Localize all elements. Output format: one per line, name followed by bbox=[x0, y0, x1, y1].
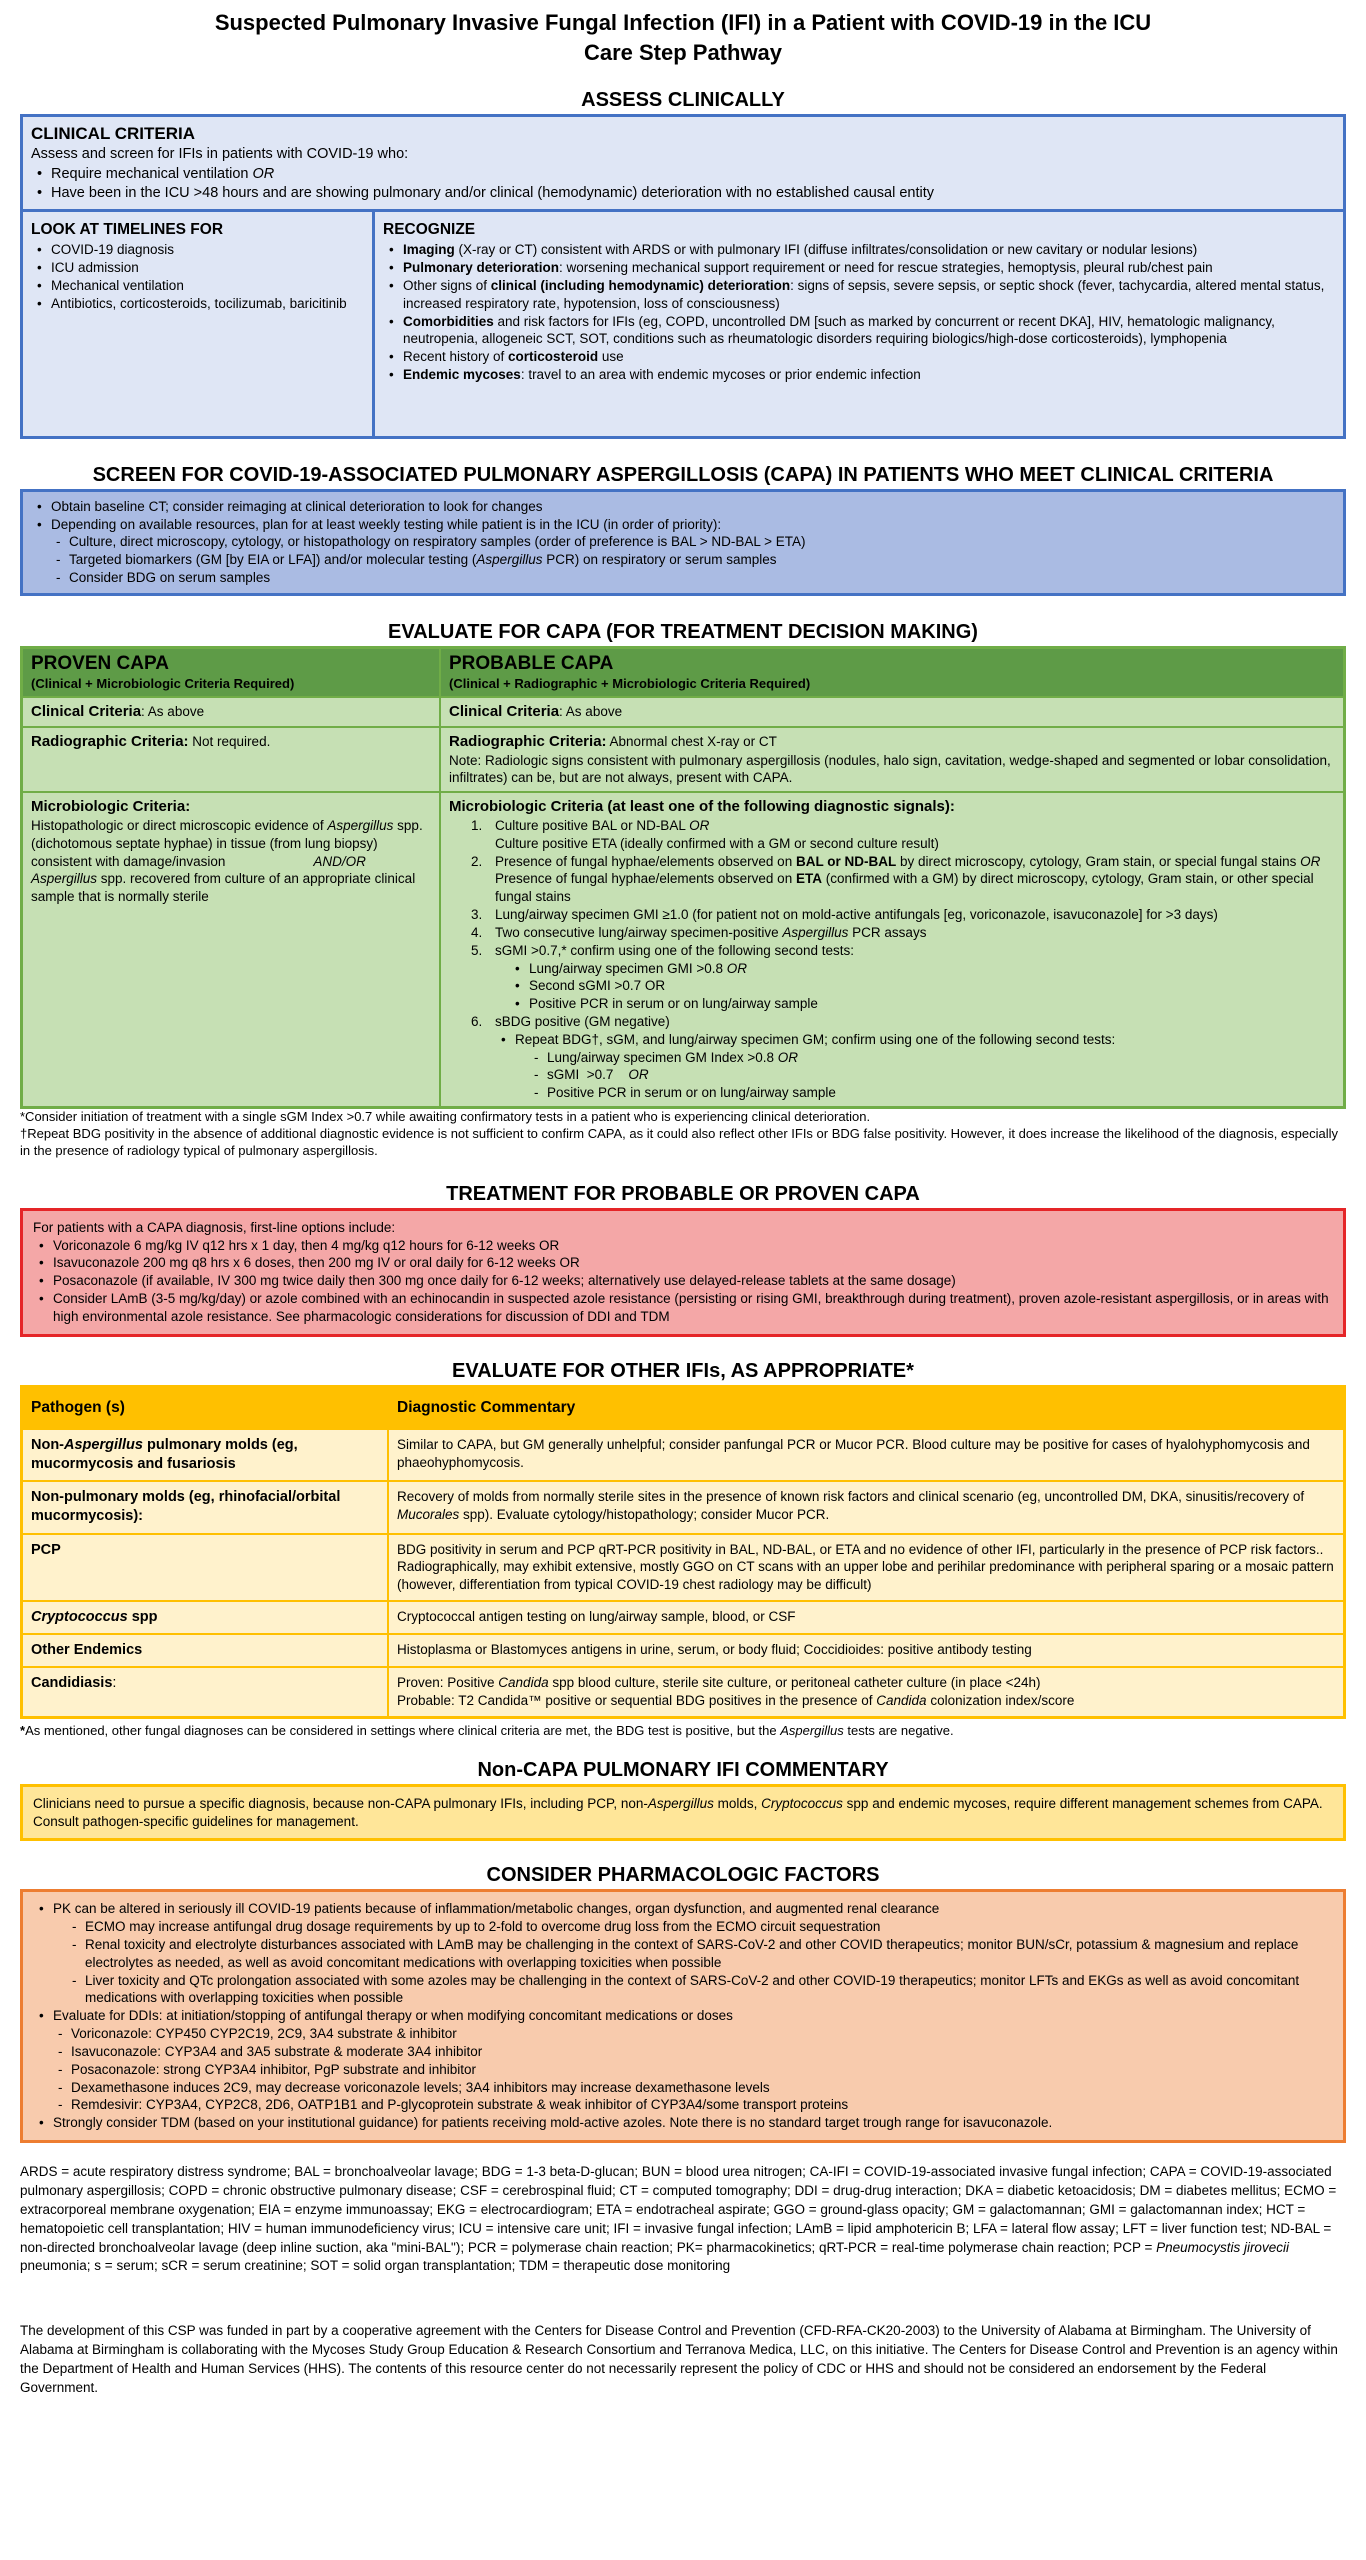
pharm-box bbox=[20, 1889, 1346, 2143]
capa-radiographic-row: Radiographic Criteria: Not required. Radiographic Criteria: Abnormal chest X-ray or CT Note: Radiologic signs consistent with pulmonary aspergillosis (nodules, halo sign, cavitation, wedge-shaped and segmented or lobar consolidation, infiltrates) can be, but are not always, present with CAPA. bbox=[23, 728, 1343, 793]
list-item: - Remdesivir: CYP3A4, CYP2C8, 2D6, OATP1B1 and P-glycoprotein substrate & weak inhibitor of CYP3A4/some transport proteins bbox=[53, 2096, 1333, 2114]
table-row: PCP BDG positivity in serum and PCP qRT-PCR positivity in BAL, ND-BAL, or ETA and no evidence of other IFI, particularly in the presence of PCP risk factors.. Radiographically, may exhibit extensive, mostly GGO on CT scans with an upper lobe and perihilar predominance with peripheral sparing or a mosaic pattern (however, differentiation from typical COVID-19 chest radiology may be difficult) bbox=[23, 1535, 1343, 1602]
pharm-heading: CONSIDER PHARMACOLOGIC FACTORS bbox=[486, 1864, 880, 1887]
list-item: • Pulmonary deterioration: worsening mechanical support requirement or need for rescue strategies, hemoptysis, pleural rub/chest pain bbox=[383, 259, 1335, 277]
list-item: • Strongly consider TDM (based on your institutional guidance) for patients receiving mold-active azoles. Note there is no standard target trough range for isavuconazole. bbox=[33, 2114, 1333, 2132]
capa-table bbox=[20, 646, 1346, 1109]
list-item: • Second sGMI >0.7 OR bbox=[509, 977, 1335, 995]
footnote-dagger: †Repeat BDG positivity in the absence of additional diagnostic evidence is not sufficient to confirm CAPA, as it could also reflect other IFIs or BDG false positivity. However, it does increase the likelihood of the diagnosis, especially in the presence of radiology typical of pulmonary aspergillosis. bbox=[20, 1125, 1339, 1158]
list-item: • Require mechanical ventilation OR bbox=[31, 165, 1335, 184]
list-item: - Isavuconazole: CYP3A4 and 3A5 substrate & moderate 3A4 inhibitor bbox=[53, 2043, 1333, 2061]
list-item: 2. Presence of fungal hyphae/elements observed on BAL or ND-BAL by direct microscopy, cytology, Gram stain, or special fungal stains OR Presence of fungal hyphae/elements observed on ETA (confirmed with a GM) by direct microscopy, cytology, Gram stain, or other special fungal stains bbox=[471, 853, 1321, 905]
timelines-list bbox=[31, 241, 364, 312]
list-item: - sGMI >0.7 OR bbox=[529, 1066, 1335, 1084]
recognize-title: RECOGNIZE bbox=[383, 220, 476, 238]
capa-heading: EVALUATE FOR CAPA (FOR TREATMENT DECISION MAKING) bbox=[388, 620, 978, 643]
list-item: • Obtain baseline CT; consider reimaging at clinical deterioration to look for changes bbox=[31, 498, 1335, 516]
list-item: • COVID-19 diagnosis bbox=[31, 241, 364, 259]
capa-clinical-row: Clinical Criteria: As above Clinical Criteria: As above bbox=[23, 698, 1343, 728]
assess-heading: ASSESS CLINICALLY bbox=[581, 89, 785, 111]
list-item: - Lung/airway specimen GM Index >0.8 OR bbox=[529, 1049, 1335, 1067]
list-item: - Targeted biomarkers (GM [by EIA or LFA]) and/or molecular testing (Aspergillus PCR) on respiratory or serum samples bbox=[51, 551, 1335, 569]
document-title bbox=[20, 8, 1346, 68]
list-item: • Positive PCR in serum or on lung/airway sample bbox=[509, 995, 1335, 1013]
list-item: • Comorbidities and risk factors for IFIs (eg, COPD, uncontrolled DM [such as marked by concurrent or recent DKA], HIV, hematologic malignancy, neutropenia, allogeneic SCT, SOT, conditions such as rheumatologic disorders requiring biologics/high-dose corticosteroids), lymphopenia bbox=[383, 313, 1335, 349]
list-item: 4. Two consecutive lung/airway specimen-positive Aspergillus PCR assays bbox=[471, 924, 927, 940]
list-item: • Endemic mycoses: travel to an area with endemic mycoses or prior endemic infection bbox=[383, 366, 1335, 384]
noncapa-heading: Non-CAPA PULMONARY IFI COMMENTARY bbox=[477, 1758, 889, 1781]
list-item: • Repeat BDG†, sGM, and lung/airway specimen GM; confirm using one of the following second tests: - Lung/airway specimen GM Index >0.8 OR - sGMI >0.7 OR - Positive PCR in serum or on lung/airway sample bbox=[495, 1031, 1335, 1102]
noncapa-box: Clinicians need to pursue a specific diagnosis, because non-CAPA pulmonary IFIs, including PCP, non-Aspergillus molds, Cryptococcus spp and endemic mycoses, require different management schemes from CAPA. Consult pathogen-specific guidelines for management. bbox=[20, 1784, 1346, 1842]
list-item: • Mechanical ventilation bbox=[31, 277, 364, 295]
other-ifi-heading: EVALUATE FOR OTHER IFIs, AS APPROPRIATE* bbox=[452, 1359, 914, 1382]
title-line-2: Care Step Pathway bbox=[583, 40, 783, 65]
footnote-asterisk: *Consider initiation of treatment with a single sGM Index >0.7 while awaiting confirmatory tests in a patient who is experiencing clinical deterioration. bbox=[20, 1109, 871, 1125]
table-row: Non-Aspergillus pulmonary molds (eg, mucormycosis and fusariosis Similar to CAPA, but GM generally unhelpful; consider panfungal PCR or Mucor PCR. Blood culture may be positive for cases of hyalohyphomycosis and phaeohyphomycosis. bbox=[23, 1430, 1343, 1482]
clinical-criteria-list bbox=[31, 165, 1335, 203]
table-header-row bbox=[23, 1388, 1343, 1430]
title-line-1: Suspected Pulmonary Invasive Fungal Infection (IFI) in a Patient with COVID-19 in the ICU bbox=[214, 10, 1152, 35]
recognize-list bbox=[383, 241, 1335, 384]
list-item: • Antibiotics, corticosteroids, tocilizumab, baricitinib bbox=[31, 295, 364, 313]
col-commentary: Diagnostic Commentary bbox=[397, 1398, 576, 1416]
clinical-criteria-title: CLINICAL CRITERIA bbox=[31, 124, 196, 143]
capa-microbiologic-row: Microbiologic Criteria: Histopathologic or direct microscopic evidence of Aspergillus spp. (dichotomous septate hyphae) in tissue (from lung biopsy) consistent with damage/invasion AND/OR Aspergillus spp. recovered from culture of an appropriate clinical sample that is normally sterile Microbiologic Criteria (at least one of the following diagnostic signals): 1. Culture positive BAL or ND-BAL OR Culture positive ETA (ideally confirmed with a GM or second culture result) 2. Presence of fungal hyphae/elements observed on BAL or ND-BAL by direct microscopy, cytology, Gram stain, or special fungal stains OR Presence of fungal hyphae/elements observed on ETA (confirmed with a GM) by direct microscopy, cytology, Gram stain, or other special fungal stains 3. Lung/airway specimen GMI ≥1.0 (for patient not on mold-active antifungals [eg, voriconazole, isavuconazole] for >3 days) 4. Two consecutive lung/airway specimen-positive Aspergillus PCR assays 5. sGMI >0.7,* confirm using one of the following second tests: • Lung/airway specimen GMI >0.8 OR • Second sGMI >0.7 OR • Positive PCR in serum or on lung/airway sample 6. sBDG positive (GM negative) • Repeat BDG†, sGM, and lung/airway specimen GM; confirm using one of the following second tests: - Lung/airway specimen GM Index >0.8 OR - sGMI >0.7 OR - Positive PCR in serum or on lung/airway sample bbox=[23, 793, 1343, 1106]
other-ifi-footnote: *As mentioned, other fungal diagnoses can be considered in settings where clinical criteria are met, the BDG test is positive, but the Aspergillus tests are negative. bbox=[20, 1722, 954, 1738]
list-item: - Dexamethasone induces 2C9, may decrease voriconazole levels; 3A4 inhibitors may increase dexamethasone levels bbox=[53, 2079, 1333, 2097]
screen-heading: SCREEN FOR COVID-19-ASSOCIATED PULMONARY ASPERGILLOSIS (CAPA) IN PATIENTS WHO MEET CLINICAL CRITERIA bbox=[92, 463, 1274, 486]
list-item: - Consider BDG on serum samples bbox=[51, 569, 1335, 587]
list-item: • Lung/airway specimen GMI >0.8 OR bbox=[509, 960, 1335, 978]
table-row: Cryptococcus spp Cryptococcal antigen testing on lung/airway sample, blood, or CSF bbox=[23, 1602, 1343, 1635]
list-item: • Other signs of clinical (including hemodynamic) deterioration: signs of sepsis, severe sepsis, or septic shock (fever, tachycardia, altered mental status, increased respiratory rate, hypotension, loss of consciousness) bbox=[383, 277, 1335, 313]
list-item: - Renal toxicity and electrolyte disturbances associated with LAmB may be challenging in the context of SARS-CoV-2 and other COVID therapeutics; monitor BUN/sCr, potassium & magnesium and replace electrolytes as needed, as well as avoid concomitant medications with overlapping toxicities when possible bbox=[67, 1936, 1333, 1972]
list-item: • Posaconazole (if available, IV 300 mg twice daily then 300 mg once daily for 6-12 weeks; alternatively use delayed-release tablets at the same dosage) bbox=[33, 1272, 1333, 1290]
assess-row bbox=[23, 212, 1343, 436]
proven-capa-header: PROVEN CAPA (Clinical + Microbiologic Criteria Required) bbox=[23, 649, 441, 696]
other-ifi-table bbox=[20, 1385, 1346, 1719]
screen-box bbox=[20, 489, 1346, 596]
capa-header-row bbox=[23, 649, 1343, 698]
capa-footnotes bbox=[20, 1109, 1346, 1160]
col-pathogen: Pathogen (s) bbox=[23, 1388, 389, 1428]
list-item: • Voriconazole 6 mg/kg IV q12 hrs x 1 day, then 4 mg/kg q12 hours for 6-12 weeks OR bbox=[33, 1237, 1333, 1255]
list-item: • Recent history of corticosteroid use bbox=[383, 348, 1335, 366]
list-item: - Voriconazole: CYP450 CYP2C19, 2C9, 3A4 substrate & inhibitor bbox=[53, 2025, 1333, 2043]
pharm-list bbox=[33, 1900, 1333, 2132]
abbreviations: ARDS = acute respiratory distress syndrome; BAL = bronchoalveolar lavage; BDG = 1-3 beta-D-glucan; BUN = blood urea nitrogen; CA-IFI = COVID-19-associated invasive fungal infection; CAPA = COVID-19-associated pulmonary aspergillosis; COPD = chronic obstructive pulmonary disease; CSF = cerebrospinal fluid; CT = computed tomography; DDI = drug-drug interaction; DKA = diabetic ketoacidosis; DM = diabetes mellitus; ECMO = extracorporeal membrane oxygenation; EIA = enzyme immunoassay; EKG = electrocardiogram; ETA = endotracheal aspirate; GGO = ground-glass opacity; GM = galactomannan; GMI = galactomannan index; HCT = hematopoietic cell transplantation; HIV = human immunodeficiency virus; ICU = intensive care unit; IFI = invasive fungal infection; LAmB = lipid amphotericin B; LFA = lateral flow assay; LFT = liver function test; ND-BAL = non-directed bronchoalveolar lavage (deep inline suction, aka "mini-BAL"); PCR = polymerase chain reaction; PK= pharmacokinetics; qRT-PCR = real-time polymerase chain reaction; PCP = Pneumocystis jirovecii pneumonia; s = serum; sCR = serum creatinine; SOT = solid organ transplantation; TDM = therapeutic dose monitoring bbox=[20, 2163, 1337, 2274]
treatment-list bbox=[33, 1237, 1333, 1326]
list-item: • Depending on available resources, plan for at least weekly testing while patient is in the ICU (in order of priority): - Culture, direct microscopy, cytology, or histopathology on respiratory samples (order of preference is BAL > ND-BAL > ETA) - Targeted biomarkers (GM [by EIA or LFA]) and/or molecular testing (Aspergillus PCR) on respiratory or serum samples - Consider BDG on serum samples bbox=[31, 516, 1335, 587]
clinical-criteria bbox=[23, 117, 1343, 212]
list-item: • Isavuconazole 200 mg q8 hrs x 6 doses, then 200 mg IV or oral daily for 6-12 weeks OR bbox=[33, 1254, 1333, 1272]
screen-list bbox=[31, 498, 1335, 587]
list-item: - Liver toxicity and QTc prolongation associated with some azoles may be challenging in the context of SARS-CoV-2 and other COVID-19 therapeutics; monitor LFTs and EKGs as well as avoid concomitant medications with overlapping toxicities when possible bbox=[67, 1972, 1333, 2008]
list-item: 3. Lung/airway specimen GMI ≥1.0 (for patient not on mold-active antifungals [eg, voriconazole, isavuconazole] for >3 days) bbox=[471, 907, 1218, 923]
clinical-criteria-intro: Assess and screen for IFIs in patients with COVID-19 who: bbox=[31, 146, 409, 163]
recognize-panel bbox=[375, 212, 1343, 436]
table-row: Non-pulmonary molds (eg, rhinofacial/orbital mucormycosis): Recovery of molds from normally sterile sites in the presence of known risk factors and clinical scenario (eg, uncontrolled DM, DKA, sinusitis/recovery of Mucorales spp). Evaluate cytology/histopathology; consider Mucor PCR. bbox=[23, 1482, 1343, 1534]
funding-statement: The development of this CSP was funded in part by a cooperative agreement with the Centers for Disease Control and Prevention (CFD-RFA-CK20-2003) to the University of Alabama at Birmingham. The University of Alabama at Birmingham is collaborating with the Mycoses Study Group Education & Research Consortium and Terranova Medica, LLC, on this initiative. The Centers for Disease Control and Prevention is an agency within the Department of Health and Human Services (HHS). The contents of this resource center do not necessarily represent the policy of CDC or HHS and should not be considered an endorsement by the Federal Government. bbox=[20, 2323, 1338, 2395]
list-item: • Consider LAmB (3-5 mg/kg/day) or azole combined with an echinocandin in suspected azole resistance (persisting or rising GMI, breakthrough during treatment), proven azole-resistant aspergillosis, or in areas with high environmental azole resistance. See pharmacologic considerations for discussion of DDI and TDM bbox=[33, 1290, 1333, 1326]
list-item: • ICU admission bbox=[31, 259, 364, 277]
assess-box bbox=[20, 114, 1346, 439]
table-row: Candidiasis: Proven: Positive Candida spp blood culture, sterile site culture, or peritoneal catheter culture (in place <24h) Probable: T2 Candida™ positive or sequential BDG positives in the presence of Candida colonization index/score bbox=[23, 1668, 1343, 1716]
list-item: 1. Culture positive BAL or ND-BAL OR Culture positive ETA (ideally confirmed with a GM or second culture result) bbox=[471, 818, 939, 851]
list-item: 5. sGMI >0.7,* confirm using one of the following second tests: • Lung/airway specimen GMI >0.8 OR • Second sGMI >0.7 OR • Positive PCR in serum or on lung/airway sample bbox=[449, 942, 1335, 1013]
probable-capa-header: PROBABLE CAPA (Clinical + Radiographic + Microbiologic Criteria Required) bbox=[449, 652, 811, 691]
timelines-title: LOOK AT TIMELINES FOR bbox=[31, 220, 224, 238]
treatment-heading: TREATMENT FOR PROBABLE OR PROVEN CAPA bbox=[446, 1182, 920, 1205]
treatment-box: For patients with a CAPA diagnosis, first-line options include: • Voriconazole 6 mg/kg IV q12 hrs x 1 day, then 4 mg/kg q12 hours for 6-12 weeks OR • Isavuconazole 200 mg q8 hrs x 6 doses, then 200 mg IV or oral daily for 6-12 weeks OR • Posaconazole (if available, IV 300 mg twice daily then 300 mg once daily for 6-12 weeks; alternatively use delayed-release tablets at the same dosage) • Consider LAmB (3-5 mg/kg/day) or azole combined with an echinocandin in suspected azole resistance (persisting or rising GMI, breakthrough during treatment), proven azole-resistant aspergillosis, or in areas with high environmental azole resistance. See pharmacologic considerations for discussion of DDI and TDM bbox=[20, 1208, 1346, 1337]
list-item: - Posaconazole: strong CYP3A4 inhibitor, PgP substrate and inhibitor bbox=[53, 2061, 1333, 2079]
list-item: - Culture, direct microscopy, cytology, or histopathology on respiratory samples (order of preference is BAL > ND-BAL > ETA) bbox=[51, 533, 1335, 551]
screen-sublist bbox=[51, 533, 1335, 586]
timelines-panel bbox=[23, 212, 375, 436]
list-item: 6. sBDG positive (GM negative) • Repeat BDG†, sGM, and lung/airway specimen GM; confirm using one of the following second tests: - Lung/airway specimen GM Index >0.8 OR - sGMI >0.7 OR - Positive PCR in serum or on lung/airway sample bbox=[449, 1013, 1335, 1102]
list-item: • PK can be altered in seriously ill COVID-19 patients because of inflammation/metabolic changes, organ dysfunction, and augmented renal clearance - ECMO may increase antifungal drug dosage requirements by up to 2-fold to overcome drug loss from the ECMO circuit sequestration - Renal toxicity and electrolyte disturbances associated with LAmB may be challenging in the context of SARS-CoV-2 and other COVID therapeutics; monitor BUN/sCr, potassium & magnesium and replace electrolytes as needed, as well as avoid concomitant medications with overlapping toxicities when possible - Liver toxicity and QTc prolongation associated with some azoles may be challenging in the context of SARS-CoV-2 and other COVID-19 therapeutics; monitor LFTs and EKGs as well as avoid concomitant medications with overlapping toxicities when possible bbox=[33, 1900, 1333, 2007]
list-item: • Have been in the ICU >48 hours and are showing pulmonary and/or clinical (hemodynamic) deterioration with no established causal entity bbox=[31, 184, 1335, 203]
table-row: Other Endemics Histoplasma or Blastomyces antigens in urine, serum, or body fluid; Coccidioides: positive antibody testing bbox=[23, 1635, 1343, 1668]
list-item: - ECMO may increase antifungal drug dosage requirements by up to 2-fold to overcome drug loss from the ECMO circuit sequestration bbox=[67, 1918, 1333, 1936]
list-item: - Positive PCR in serum or on lung/airway sample bbox=[529, 1084, 1335, 1102]
probable-criteria-list bbox=[449, 817, 1335, 1102]
list-item: • Evaluate for DDIs: at initiation/stopping of antifungal therapy or when modifying concomitant medications or doses - Voriconazole: CYP450 CYP2C19, 2C9, 3A4 substrate & inhibitor - Isavuconazole: CYP3A4 and 3A5 substrate & moderate 3A4 inhibitor - Posaconazole: strong CYP3A4 inhibitor, PgP substrate and inhibitor - Dexamethasone induces 2C9, may decrease voriconazole levels; 3A4 inhibitors may increase dexamethasone levels - Remdesivir: CYP3A4, CYP2C8, 2D6, OATP1B1 and P-glycoprotein substrate & weak inhibitor of CYP3A4/some transport proteins bbox=[33, 2007, 1333, 2114]
list-item: • Imaging (X-ray or CT) consistent with ARDS or with pulmonary IFI (diffuse infiltrates/consolidation or new cavitary or nodular lesions) bbox=[383, 241, 1335, 259]
